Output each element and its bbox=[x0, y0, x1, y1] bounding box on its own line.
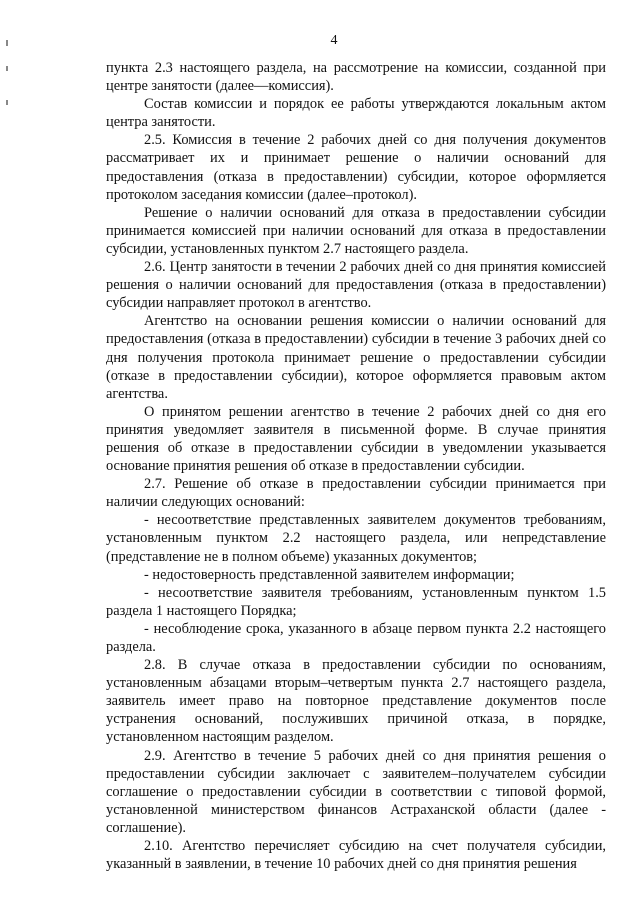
paragraph: Агентство на основании решения комиссии о наличии оснований для предоставления (отказа в предоставлении) субсидии в течение 3 рабочих дней со дня получения протокола принимает решение о предоставлении субсидии (отказе в предоставлении субсидии), которое оформляется правовым актом агентства. bbox=[106, 313, 606, 402]
paragraph: О принятом решении агентство в течение 2 рабочих дней со дня его принятия уведомляет заявителя в письменной форме. В случае принятия решения об отказе в предоставлении субсидии в уведомлении указывается основание принятия решения об отказе в предоставлении субсидии. bbox=[106, 403, 606, 475]
paragraph: пункта 2.3 настоящего раздела, на рассмотрение на комиссии, созданной при центре занятости (далее—комиссия). bbox=[106, 60, 606, 95]
document-body bbox=[106, 59, 606, 873]
scan-edge-mark bbox=[6, 66, 8, 71]
list-item: - несоблюдение срока, указанного в абзаце первом пункта 2.2 настоящего раздела. bbox=[106, 620, 606, 655]
paragraph: Состав комиссии и порядок ее работы утверждаются локальным актом центра занятости. bbox=[106, 96, 606, 131]
list-item: - недостоверность представленной заявителем информации; bbox=[144, 566, 515, 583]
paragraph: 2.7. Решение об отказе в предоставлении субсидии принимается при наличии следующих оснований: bbox=[106, 476, 606, 511]
paragraph: 2.10. Агентство перечисляет субсидию на счет получателя субсидии, указанный в заявлении, в течение 10 рабочих дней со дня принятия решения bbox=[106, 838, 606, 873]
paragraph: 2.9. Агентство в течение 5 рабочих дней со дня принятия решения о предоставлении субсидии заключает с заявителем–получателем субсидии соглашение о предоставлении субсидии в соответствии с типовой формой, установленной министерством финансов Астраханской области (далее - соглашение). bbox=[106, 747, 606, 836]
scan-edge-mark bbox=[6, 100, 8, 105]
list-item: - несоответствие представленных заявителем документов требованиям, установленным пунктом 2.2 настоящего раздела, или непредставление (представление не в полном объеме) указанных документов; bbox=[106, 512, 606, 565]
paragraph: 2.6. Центр занятости в течении 2 рабочих дней со дня принятия комиссией решения о наличии оснований для предоставления (отказа в предоставлении) субсидии направляет протокол в агентство. bbox=[106, 259, 606, 312]
paragraph: 2.5. Комиссия в течение 2 рабочих дней со дня получения документов рассматривает их и принимает решение о наличии оснований для предоставления (отказа в предоставлении) субсидии, которое оформляется протоколом заседания комиссии (далее–протокол). bbox=[106, 132, 606, 203]
scan-edge-mark bbox=[6, 40, 8, 46]
paragraph: Решение о наличии оснований для отказа в предоставлении субсидии принимается комиссией при наличии оснований для отказа в предоставлении субсидии, установленных пунктом 2.7 настоящего раздела. bbox=[106, 204, 606, 257]
paragraph: 2.8. В случае отказа в предоставлении субсидии по основаниям, установленным абзацами вторым–четвертым пункта 2.7 настоящего раздела, заявитель имеет право на повторное представление документов после устранения оснований, послуживших причиной отказа, в порядке, установленном настоящим разделом. bbox=[106, 657, 606, 746]
page-number: 4 bbox=[330, 33, 338, 48]
list-item: - несоответствие заявителя требованиям, установленным пунктом 1.5 раздела 1 настоящего Порядка; bbox=[106, 584, 606, 619]
